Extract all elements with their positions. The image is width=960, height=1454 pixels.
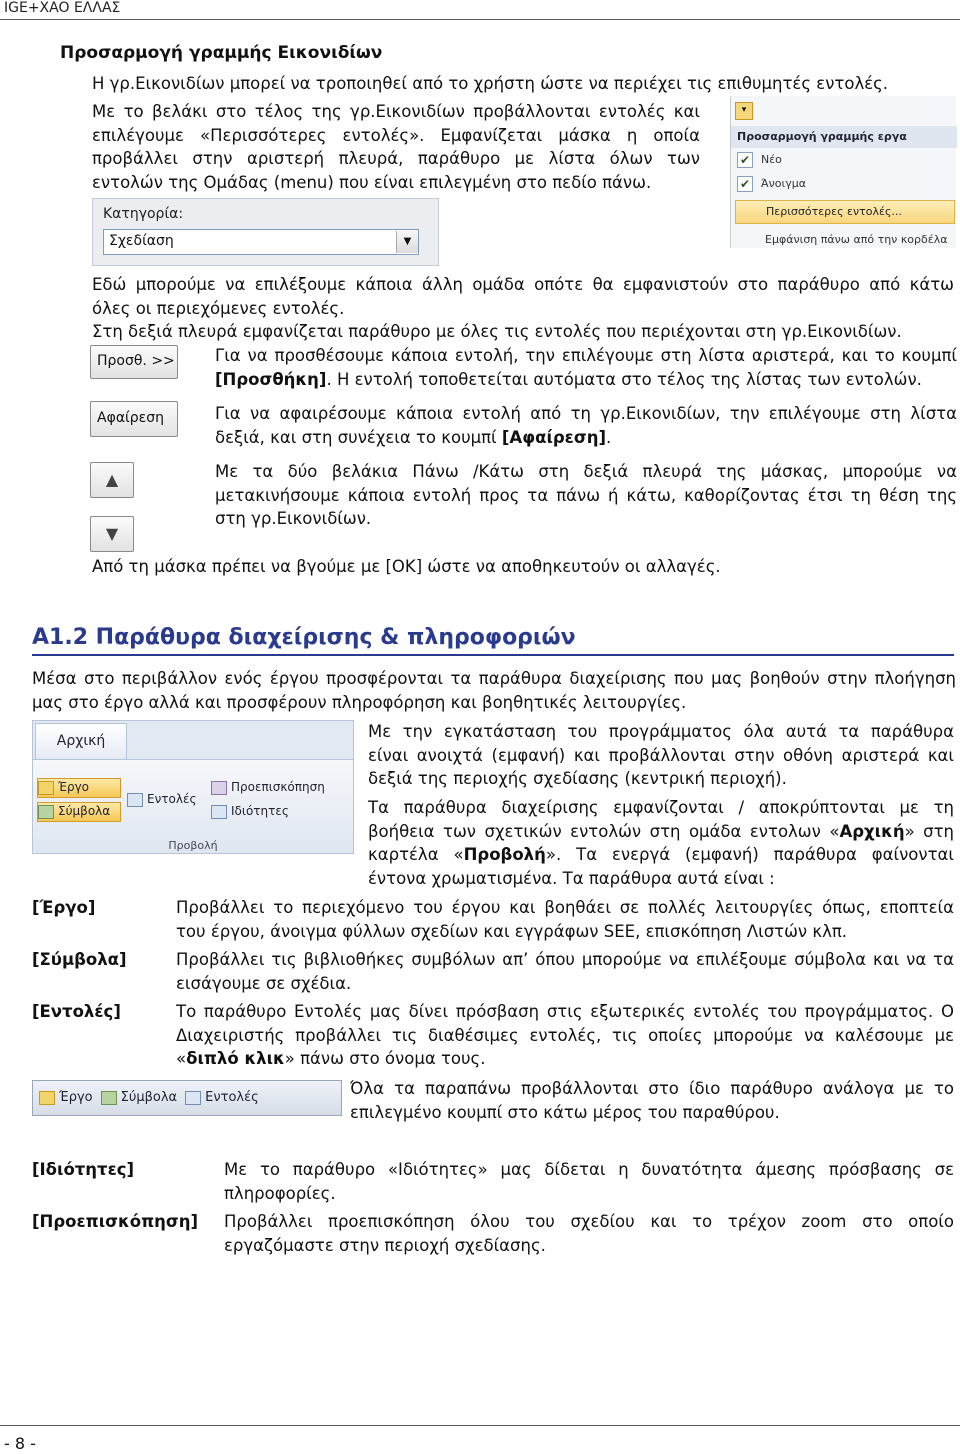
definition-term: [Έργο] (32, 898, 96, 917)
header-rule (0, 19, 960, 20)
paragraph: Με την εγκατάσταση του προγράμματος όλα αυτά τα παράθυρα είναι ανοιχτά (εμφανή) και προβάλλονται στην οθόνη αριστερά και δεξιά της περιοχής σχεδίασης (κεντρική περιοχή). (368, 722, 954, 788)
definition-text: Το παράθυρο Εντολές μας δίνει πρόσβαση στις εξωτερικές εντολές του προγράμματος. Ο Διαχειριστής προβάλλει τις διαθέσιμες εντολές, τις οποίες μπορούμε να καλέσουμε με «διπλό κλικ» πάνω στο όνομα τους. (176, 1002, 954, 1068)
symbols-icon (101, 1091, 117, 1105)
ribbon-screenshot (32, 720, 354, 854)
category-select[interactable] (103, 229, 419, 255)
move-down-button[interactable] (90, 516, 134, 552)
running-header: IGE+XAO ΕΛΛΑΣ (4, 0, 121, 16)
section-heading: Α1.2 Παράθυρα διαχείρισης & πληροφοριών (32, 625, 576, 650)
category-value: Σχεδίαση (109, 233, 174, 250)
panel-tab-project[interactable]: Έργο (39, 1088, 93, 1108)
project-icon (38, 781, 54, 795)
ribbon-group (33, 759, 353, 853)
ribbon-button-commands[interactable]: Εντολές (127, 790, 196, 810)
panel-tab-symbols[interactable]: Σύμβολα (101, 1088, 178, 1108)
paragraph: Στη δεξιά πλευρά εμφανίζεται παράθυρο με όλες τις εντολές που περιέχονται στη γρ.Εικονιδίων. (92, 322, 902, 341)
qat-menu-title: Προσαρμογή γραμμής εργα (731, 126, 957, 148)
paragraph: Από τη μάσκα πρέπει να βγούμε με [ΟΚ] ώστε να αποθηκευτούν οι αλλαγές. (92, 557, 721, 576)
qat-menu-more-commands[interactable]: Περισσότερες εντολές... (735, 200, 955, 224)
tab-home[interactable]: Αρχική (35, 723, 127, 759)
paragraph: Όλα τα παραπάνω προβάλλονται στο ίδιο παράθυρο ανάλογα με το επιλεγμένο κουμπί στο κάτω μέρος του παραθύρου. (350, 1079, 954, 1122)
definition-text: Προβάλλει προεπισκόπηση όλου του σχεδίου και το τρέχον zoom στο οποίο εργαζόμαστε στην περιοχή σχεδίασης. (224, 1212, 954, 1255)
paragraph: Μέσα στο περιβάλλον ενός έργου προσφέρονται τα παράθυρα διαχείρισης που μας βοηθούν στην πλοήγηση μας στο έργο αλλά και προσφέρουν πληροφόρηση και βοηθητικές λειτουργίες. (32, 669, 956, 712)
move-up-button[interactable] (90, 462, 134, 498)
footer-rule (0, 1425, 960, 1426)
definition-term: [Προεπισκόπηση] (32, 1212, 199, 1231)
check-icon: ✔ (737, 152, 753, 168)
commands-icon (127, 793, 143, 807)
ribbon-button-project[interactable]: Έργο (37, 778, 121, 798)
qat-menu-item-new[interactable]: ✔ Νέο (731, 148, 782, 172)
project-icon (39, 1091, 55, 1105)
add-button[interactable]: Προσθ. >> (90, 345, 178, 379)
paragraph: Για να προσθέσουμε κάποια εντολή, την επιλέγουμε στη λίστα αριστερά, και το κουμπί [Προσθήκη]. Η εντολή τοποθετείται αυτόματα στο τέλος της λίστας των εντολών. (215, 346, 957, 389)
arrow-down-icon: ▼ (105, 524, 119, 544)
paragraph: Εδώ μπορούμε να επιλέξουμε κάποια άλλη ομάδα οπότε θα εμφανιστούν στο παράθυρο από κάτω όλες οι περιεχόμενες εντολές. (92, 275, 954, 318)
check-icon: ✔ (737, 176, 753, 192)
ribbon-button-symbols[interactable]: Σύμβολα (37, 802, 121, 822)
category-screenshot (92, 198, 439, 266)
qat-menu-show-above[interactable]: Εμφάνιση πάνω από την κορδέλα (765, 233, 948, 246)
page-number: - 8 - (4, 1434, 36, 1453)
panel-tabs-screenshot (32, 1080, 342, 1116)
paragraph: Με τα δύο βελάκια Πάνω /Κάτω στη δεξιά πλευρά της μάσκας, μπορούμε να μετακινήσουμε κάποια εντολή προς τα πάνω ή κάτω, καθορίζοντας έτσι τη θέση της στη γρ.Εικονιδίων. (215, 462, 957, 528)
paragraph: Τα παράθυρα διαχείρισης εμφανίζονται / αποκρύπτονται με τη βοήθεια των σχετικών εντολών στη ομάδα εντολων «Αρχική» στη καρτέλα «Προβολή». Τα ενεργά (εμφανή) παράθυρα φαίνονται έντονα χρωματισμένα. Τα παράθυρα αυτά είναι : (368, 798, 954, 888)
ribbon-group-label: Προβολή (168, 839, 218, 852)
paragraph: Η γρ.Εικονιδίων μπορεί να τροποιηθεί από το χρήστη ώστε να περιέχει τις επιθυμητές εντολές. (92, 74, 889, 93)
arrow-up-icon: ▲ (105, 470, 119, 490)
definition-text: Με το παράθυρο «Ιδιότητες» μας δίδεται η δυνατότητα άμεσης πρόσβασης σε πληροφορίες. (224, 1160, 954, 1203)
ribbon-button-properties[interactable]: Ιδιότητες (211, 802, 289, 822)
symbols-icon (38, 805, 54, 819)
qat-menu-item-open[interactable]: ✔ Άνοιγμα (731, 172, 806, 196)
panel-tab-commands[interactable]: Εντολές (185, 1088, 259, 1108)
heading-rule (32, 654, 954, 656)
paragraph: Με το βελάκι στο τέλος της γρ.Εικονιδίων προβάλλονται εντολές και επιλέγουμε «Περισσότερες εντολές». Εμφανίζεται μάσκα η οποία προβάλλει στην αριστερή πλευρά, παράθυρο με λίστα όλων των εντολών της Ομάδας (menu) που είναι επιλεγμένη στο πεδίο πάνω. (92, 102, 700, 192)
paragraph: Για να αφαιρέσουμε κάποια εντολή από τη γρ.Εικονιδίων, την επιλέγουμε στη λίστα δεξιά, και στη συνέχεια το κουμπί [Αφαίρεση]. (215, 404, 957, 447)
commands-icon (185, 1091, 201, 1105)
qat-dropdown-icon[interactable]: ▾ (735, 102, 753, 120)
properties-icon (211, 805, 227, 819)
definition-term: [Σύμβολα] (32, 950, 127, 969)
definition-text: Προβάλλει το περιεχόμενο του έργου και βοηθάει σε πολλές λειτουργίες όπως, εποπτεία του έργου, άνοιγμα φύλλων σχεδίων και εγγράφων SEE, επισκόπηση Λιστών κλπ. (176, 898, 954, 941)
section-title: Προσαρμογή γραμμής Εικονιδίων (60, 43, 383, 63)
ribbon-button-preview[interactable]: Προεπισκόπηση (211, 778, 325, 798)
qat-menu-screenshot (730, 96, 956, 248)
remove-button[interactable]: Αφαίρεση (90, 401, 178, 437)
definition-text: Προβάλλει τις βιβλιοθήκες συμβόλων απ’ όπου μπορούμε να επιλέξουμε σύμβολα και να τα εισάγουμε σε σχέδια. (176, 950, 954, 993)
preview-icon (211, 781, 227, 795)
chevron-down-icon[interactable]: ▼ (396, 231, 418, 253)
definition-term: [Ιδιότητες] (32, 1160, 135, 1179)
definition-term: [Εντολές] (32, 1002, 121, 1021)
category-label: Κατηγορία: (103, 206, 184, 222)
